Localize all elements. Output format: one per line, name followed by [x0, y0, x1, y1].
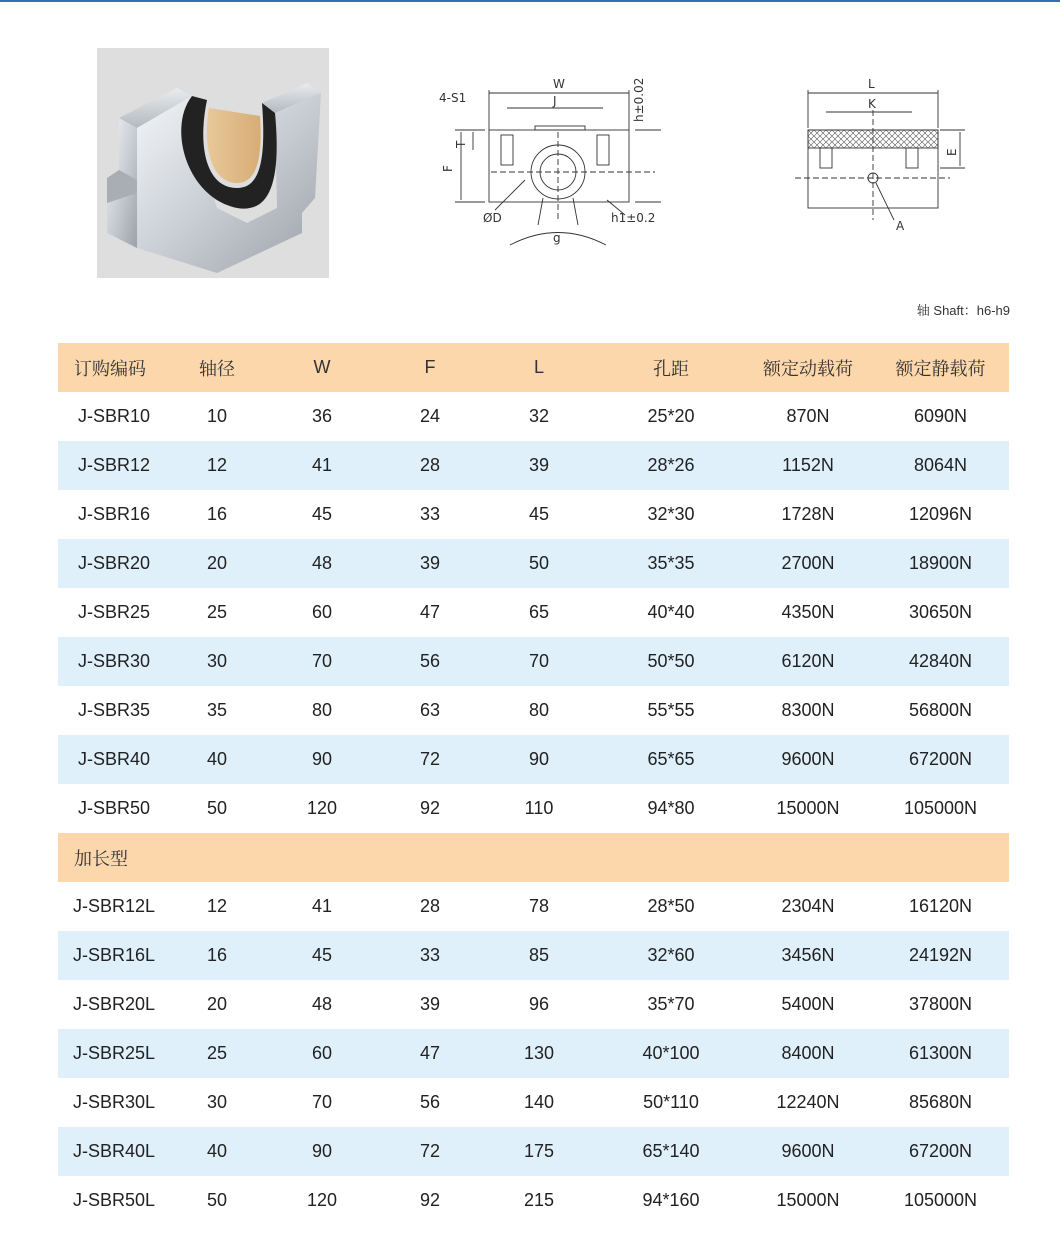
label-f: F	[441, 165, 455, 172]
cell-l: 175	[480, 1127, 598, 1176]
cell-order-code: J-SBR16L	[58, 931, 170, 980]
cell-w: 41	[264, 441, 380, 490]
cell-l: 39	[480, 441, 598, 490]
cell-static-load: 12096N	[908, 504, 973, 524]
cell-order-code: J-SBR50L	[72, 1190, 156, 1210]
cell-static-load: 24192N	[872, 931, 1009, 980]
cell-l: 96	[528, 994, 550, 1014]
cell-shaft-diameter: 20	[170, 539, 264, 588]
cell-order-code: J-SBR10	[77, 406, 151, 426]
header-l: L	[480, 343, 598, 392]
header-shaft-diameter: 轴径	[170, 343, 264, 392]
cell-shaft-diameter: 10	[206, 406, 228, 426]
cell-dynamic-load: 3456N	[744, 931, 872, 980]
label-h1-tolerance: h1±0.2	[611, 211, 656, 225]
table-header-row	[58, 343, 1009, 392]
cell-hole-spacing: 35*35	[598, 539, 744, 588]
cell-static-load: 18900N	[872, 539, 1009, 588]
cell-f: 92	[419, 798, 441, 818]
cell-w: 70	[311, 1092, 333, 1112]
cell-l: 32	[528, 406, 550, 426]
cell-f: 33	[419, 504, 441, 524]
cell-order-code: J-SBR30	[58, 637, 170, 686]
cell-dynamic-load: 5400N	[781, 994, 835, 1014]
cell-hole-spacing: 40*100	[598, 1029, 744, 1078]
label-t: T	[454, 140, 468, 148]
cell-static-load: 85680N	[908, 1092, 973, 1112]
table-row	[58, 588, 1009, 637]
cell-hole-spacing: 35*70	[647, 994, 695, 1014]
cell-hole-spacing: 94*160	[642, 1190, 700, 1210]
cell-l: 85	[480, 931, 598, 980]
front-view-svg	[425, 60, 670, 255]
table-row	[58, 490, 1009, 539]
cell-shaft-diameter: 20	[206, 994, 228, 1014]
cell-shaft-diameter: 30	[170, 637, 264, 686]
product-photo	[97, 48, 329, 278]
cell-hole-spacing: 28*26	[598, 441, 744, 490]
front-view-drawing	[425, 60, 670, 255]
cell-w: 45	[311, 504, 333, 524]
cell-static-load: 56800N	[908, 700, 973, 720]
cell-dynamic-load: 1152N	[744, 441, 872, 490]
top-rule	[0, 0, 1060, 2]
cell-f: 24	[419, 406, 441, 426]
cell-l: 78	[528, 896, 550, 916]
cell-f: 33	[380, 931, 480, 980]
cell-hole-spacing: 50*110	[643, 1092, 699, 1112]
cell-hole-spacing: 94*80	[647, 798, 695, 818]
cell-dynamic-load: 8300N	[781, 700, 835, 720]
header-hole-spacing: 孔距	[598, 343, 744, 392]
cell-f: 72	[380, 1127, 480, 1176]
cell-f: 28	[380, 441, 480, 490]
cell-f: 39	[419, 994, 441, 1014]
table-row	[58, 784, 1009, 833]
cell-order-code: J-SBR16	[77, 504, 151, 524]
cell-static-load: 37800N	[908, 994, 973, 1014]
cell-l: 215	[523, 1190, 555, 1210]
header-f: F	[380, 343, 480, 392]
cell-l: 45	[528, 504, 550, 524]
cell-w: 120	[306, 798, 338, 818]
table-row	[58, 1029, 1009, 1078]
table-row	[58, 735, 1009, 784]
cell-dynamic-load: 870N	[786, 406, 830, 426]
cell-shaft-diameter: 50	[206, 1190, 228, 1210]
cell-l: 90	[480, 735, 598, 784]
cell-hole-spacing: 40*40	[647, 602, 695, 622]
cell-l: 70	[480, 637, 598, 686]
cell-static-load: 61300N	[872, 1029, 1009, 1078]
cell-dynamic-load: 9600N	[744, 735, 872, 784]
cell-static-load: 16120N	[908, 896, 973, 916]
table-row	[58, 441, 1009, 490]
cell-static-load: 42840N	[872, 637, 1009, 686]
cell-dynamic-load: 1728N	[781, 504, 835, 524]
cell-l: 110	[524, 798, 554, 818]
cell-hole-spacing: 25*20	[647, 406, 695, 426]
cell-w: 90	[264, 1127, 380, 1176]
table-row	[58, 686, 1009, 735]
table-row	[58, 980, 1009, 1029]
label-e: E	[945, 148, 959, 156]
cell-f: 92	[419, 1190, 441, 1210]
side-view-svg	[790, 70, 970, 235]
label-g: g	[553, 231, 561, 245]
table-row	[58, 1176, 1009, 1225]
section-header-row	[58, 833, 1009, 882]
header-w: W	[264, 343, 380, 392]
cell-order-code: J-SBR12	[58, 441, 170, 490]
table-row	[58, 539, 1009, 588]
cell-dynamic-load: 6120N	[744, 637, 872, 686]
cell-dynamic-load: 15000N	[776, 1190, 840, 1210]
cell-shaft-diameter: 25	[170, 1029, 264, 1078]
table-row	[58, 882, 1009, 931]
cell-f: 39	[380, 539, 480, 588]
cell-hole-spacing: 65*140	[598, 1127, 744, 1176]
cell-hole-spacing: 50*50	[598, 637, 744, 686]
label-k: K	[868, 97, 876, 111]
cell-shaft-diameter: 30	[206, 1092, 228, 1112]
label-h-tolerance: h±0.02	[632, 77, 646, 122]
cell-static-load: 8064N	[872, 441, 1009, 490]
label-d: ØD	[483, 211, 502, 225]
label-a: A	[896, 219, 905, 233]
cell-static-load: 6090N	[913, 406, 968, 426]
cell-w: 48	[264, 539, 380, 588]
cell-order-code: J-SBR50	[77, 798, 151, 818]
cell-static-load: 67200N	[872, 1127, 1009, 1176]
cell-shaft-diameter: 40	[170, 735, 264, 784]
cell-w: 60	[264, 1029, 380, 1078]
cell-order-code: J-SBR40	[58, 735, 170, 784]
cell-dynamic-load: 4350N	[781, 602, 835, 622]
side-view-drawing	[790, 70, 970, 235]
cell-w: 48	[311, 994, 333, 1014]
cell-w: 41	[311, 896, 333, 916]
label-l: L	[868, 77, 875, 91]
cell-f: 47	[419, 602, 441, 622]
cell-dynamic-load: 9600N	[744, 1127, 872, 1176]
cell-dynamic-load: 2700N	[744, 539, 872, 588]
cell-hole-spacing: 65*65	[598, 735, 744, 784]
cell-static-load: 105000N	[903, 1190, 978, 1210]
table-row	[58, 392, 1009, 441]
cell-shaft-diameter: 40	[170, 1127, 264, 1176]
cell-shaft-diameter: 35	[206, 700, 228, 720]
cell-f: 63	[419, 700, 441, 720]
cell-order-code: J-SBR12L	[72, 896, 156, 916]
cell-shaft-diameter: 16	[206, 504, 228, 524]
header-dynamic-load: 额定动载荷	[744, 343, 872, 392]
cell-shaft-diameter: 16	[170, 931, 264, 980]
cell-shaft-diameter: 50	[206, 798, 228, 818]
cell-l: 50	[480, 539, 598, 588]
cell-static-load: 67200N	[872, 735, 1009, 784]
cell-shaft-diameter: 12	[206, 896, 228, 916]
shaft-tolerance-note: 轴 Shaft：h6-h9	[916, 303, 1010, 318]
cell-order-code: J-SBR35	[77, 700, 151, 720]
cell-w: 60	[311, 602, 333, 622]
cell-order-code: J-SBR30L	[72, 1092, 156, 1112]
label-4-s1: 4-S1	[439, 91, 467, 105]
cell-shaft-diameter: 25	[206, 602, 228, 622]
cell-f: 47	[380, 1029, 480, 1078]
cell-dynamic-load: 15000N	[776, 798, 840, 818]
label-j: J	[553, 94, 557, 108]
cell-dynamic-load: 8400N	[744, 1029, 872, 1078]
cell-order-code: J-SBR40L	[58, 1127, 170, 1176]
cell-dynamic-load: 2304N	[781, 896, 835, 916]
cell-w: 90	[264, 735, 380, 784]
table-row	[58, 931, 1009, 980]
cell-order-code: J-SBR20	[58, 539, 170, 588]
cell-hole-spacing: 55*55	[647, 700, 695, 720]
cell-w: 120	[306, 1190, 338, 1210]
cell-w: 70	[264, 637, 380, 686]
table-body	[58, 392, 1009, 1225]
cell-f: 28	[419, 896, 441, 916]
cell-hole-spacing: 28*50	[647, 896, 695, 916]
specification-table	[58, 343, 1009, 1225]
table-row	[58, 637, 1009, 686]
cell-l: 130	[480, 1029, 598, 1078]
label-w: W	[553, 77, 565, 91]
cell-order-code: J-SBR20L	[72, 994, 156, 1014]
cell-order-code: J-SBR25L	[58, 1029, 170, 1078]
header-static-load: 额定静载荷	[872, 343, 1009, 392]
cell-hole-spacing: 32*60	[598, 931, 744, 980]
cell-hole-spacing: 32*30	[647, 504, 695, 524]
cell-f: 72	[380, 735, 480, 784]
table-row	[58, 1127, 1009, 1176]
header-order-code: 订购编码	[58, 343, 170, 392]
linear-bearing-illustration	[97, 48, 329, 278]
cell-l: 65	[528, 602, 550, 622]
cell-shaft-diameter: 12	[170, 441, 264, 490]
cell-dynamic-load: 12240N	[776, 1092, 840, 1112]
table-row	[58, 1078, 1009, 1127]
cell-f: 56	[419, 1092, 441, 1112]
cell-static-load: 105000N	[903, 798, 978, 818]
cell-w: 45	[264, 931, 380, 980]
cell-l: 80	[528, 700, 550, 720]
cell-w: 36	[311, 406, 333, 426]
cell-w: 80	[311, 700, 333, 720]
cell-static-load: 30650N	[908, 602, 973, 622]
cell-l: 140	[523, 1092, 555, 1112]
cell-order-code: J-SBR25	[77, 602, 151, 622]
cell-f: 56	[380, 637, 480, 686]
section-label: 加长型	[58, 833, 1009, 882]
